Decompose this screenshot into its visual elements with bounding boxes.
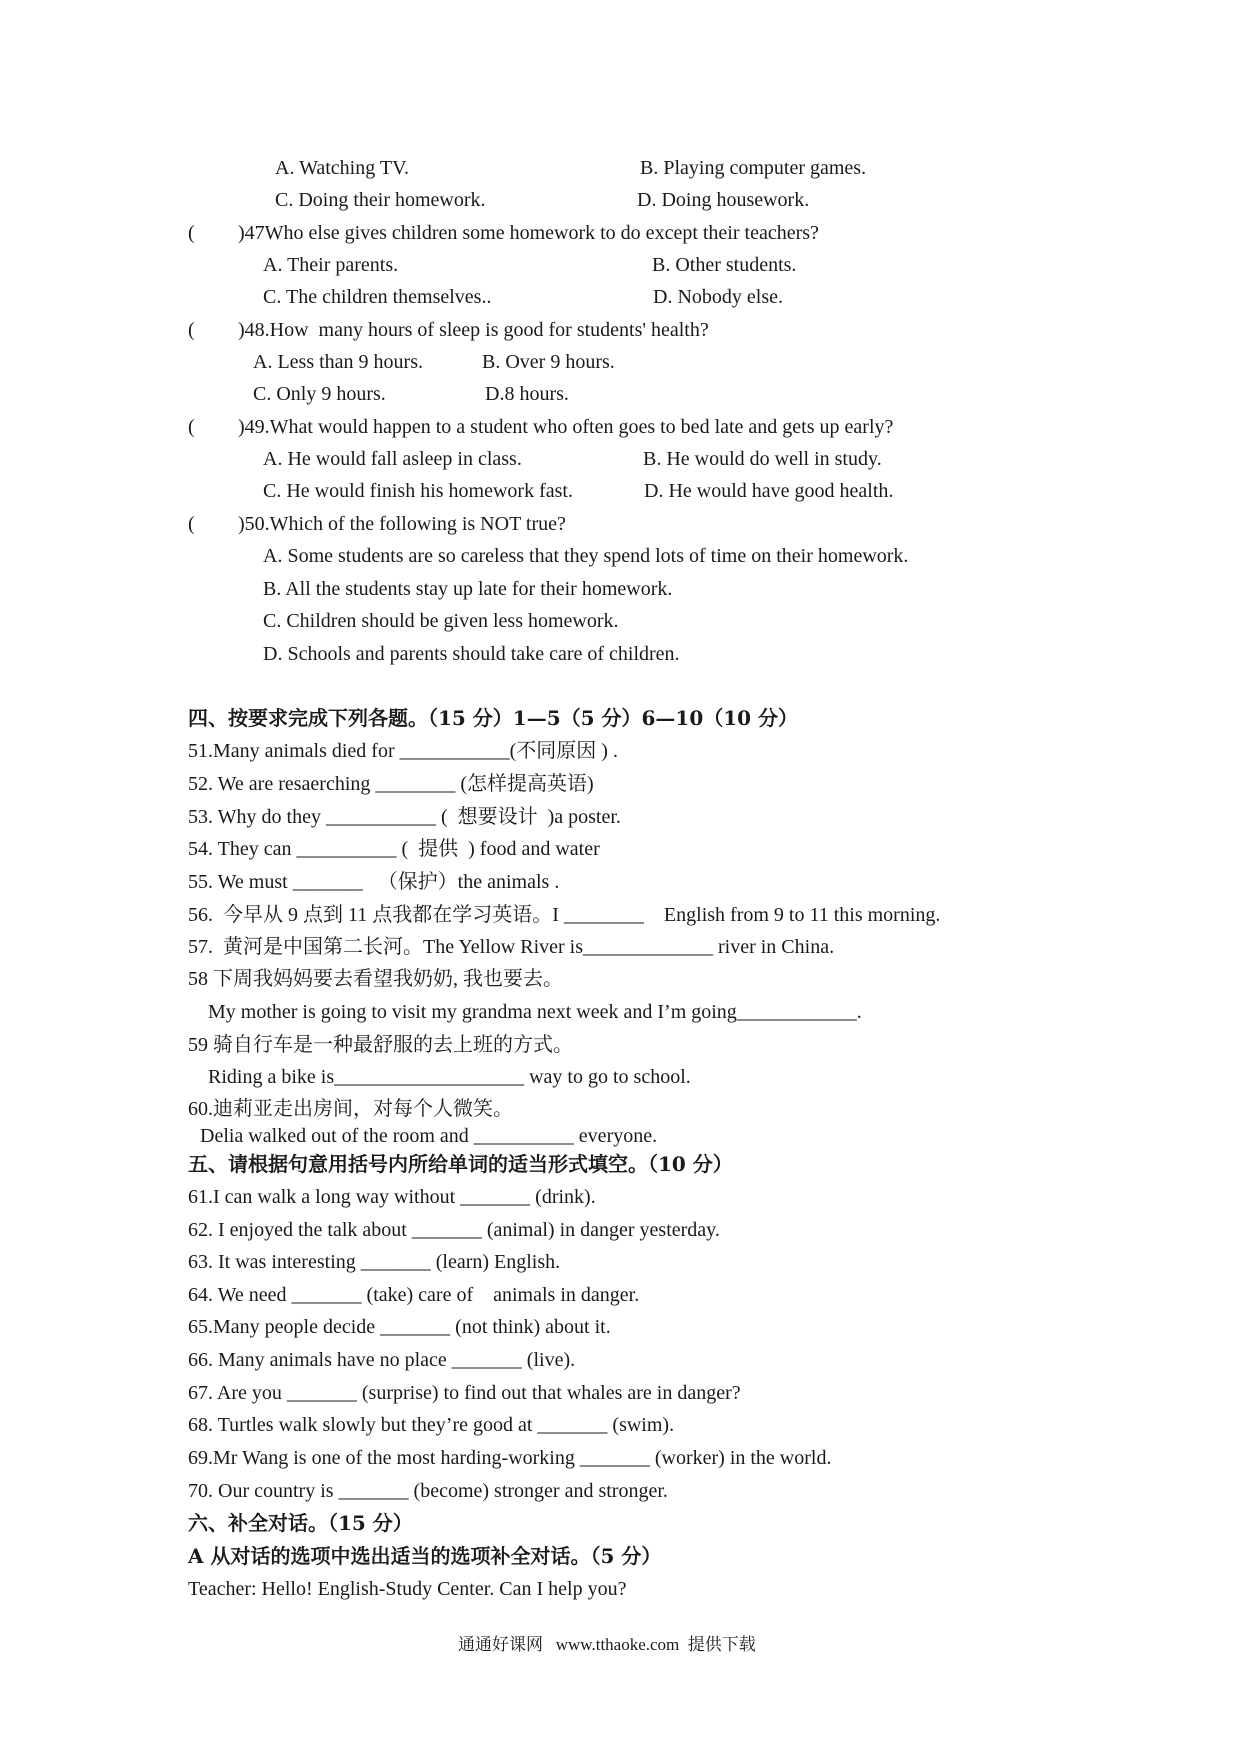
q46-option-d: D. Doing housework.	[637, 189, 810, 211]
q47-answer-paren: (	[188, 222, 195, 244]
q50-stem: )50.Which of the following is NOT true?	[238, 513, 566, 535]
q69: 69.Mr Wang is one of the most harding-working _______ (worker) in the world.	[188, 1447, 832, 1469]
section6-subheading: A 从对话的选项中选出适当的选项补全对话。（5 分）	[188, 1544, 662, 1568]
q48-option-d: D.8 hours.	[485, 383, 569, 405]
q47-option-d: D. Nobody else.	[653, 286, 783, 308]
q62: 62. I enjoyed the talk about _______ (animal) in danger yesterday.	[188, 1219, 720, 1241]
q56: 56. 今早从 9 点到 11 点我都在学习英语。I ________ English from 9 to 11 this morning.	[188, 904, 941, 926]
q48-option-b: B. Over 9 hours.	[482, 351, 615, 373]
q49-option-c: C. He would finish his homework fast.	[263, 480, 573, 502]
q46-option-c: C. Doing their homework.	[275, 189, 486, 211]
q67: 67. Are you _______ (surprise) to find out that whales are in danger?	[188, 1382, 741, 1404]
q48-option-c: C. Only 9 hours.	[253, 383, 386, 405]
q47-option-c: C. The children themselves..	[263, 286, 492, 308]
q50-option-d: D. Schools and parents should take care of children.	[263, 643, 680, 665]
q59-chinese: 59 骑自行车是一种最舒服的去上班的方式。	[188, 1034, 573, 1056]
section4-heading: 四、按要求完成下列各题。（15 分）1—5（5 分）6—10（10 分）	[188, 706, 799, 730]
q63: 63. It was interesting _______ (learn) English.	[188, 1251, 561, 1273]
q60-chinese: 60.迪莉亚走出房间，对每个人微笑。	[188, 1098, 513, 1120]
q47-stem: )47Who else gives children some homework to do except their teachers?	[238, 222, 819, 244]
q55: 55. We must _______ （保护）the animals .	[188, 871, 560, 893]
q59-english: Riding a bike is___________________ way to go to school.	[208, 1066, 691, 1088]
q52: 52. We are resaerching ________ (怎样提高英语)	[188, 773, 594, 795]
footer-source: 通通好课网 www.tthaoke.com 提供下载	[458, 1635, 756, 1654]
q64: 64. We need _______ (take) care of animals in danger.	[188, 1284, 640, 1306]
q57: 57. 黄河是中国第二长河。The Yellow River is_____________ river in China.	[188, 936, 835, 958]
q51: 51.Many animals died for ___________(不同原因 ) .	[188, 740, 618, 762]
q48-answer-paren: (	[188, 319, 195, 341]
q70: 70. Our country is _______ (become) stronger and stronger.	[188, 1480, 668, 1502]
q65: 65.Many people decide _______ (not think) about it.	[188, 1316, 611, 1338]
q49-option-b: B. He would do well in study.	[643, 448, 882, 470]
q48-option-a: A. Less than 9 hours.	[253, 351, 423, 373]
q46-option-a: A. Watching TV.	[275, 157, 409, 179]
q68: 68. Turtles walk slowly but they’re good at _______ (swim).	[188, 1414, 675, 1436]
q50-option-a: A. Some students are so careless that they spend lots of time on their homework.	[263, 545, 909, 567]
q47-option-a: A. Their parents.	[263, 254, 399, 276]
q54: 54. They can __________ ( 提供 ) food and water	[188, 838, 600, 860]
q46-option-b: B. Playing computer games.	[640, 157, 867, 179]
q66: 66. Many animals have no place _______ (live).	[188, 1349, 576, 1371]
section6-heading: 六、补全对话。（15 分）	[188, 1511, 413, 1535]
dialogue-teacher-line: Teacher: Hello! English-Study Center. Can I help you?	[188, 1578, 627, 1600]
q58-english: My mother is going to visit my grandma next week and I’m going____________.	[208, 1001, 862, 1023]
q60-english: Delia walked out of the room and __________ everyone.	[200, 1125, 658, 1147]
q50-option-c: C. Children should be given less homework.	[263, 610, 619, 632]
q53: 53. Why do they ___________ ( 想要设计 )a poster.	[188, 806, 621, 828]
q50-answer-paren: (	[188, 513, 195, 535]
q49-option-d: D. He would have good health.	[644, 480, 894, 502]
q47-option-b: B. Other students.	[652, 254, 797, 276]
q48-stem: )48.How many hours of sleep is good for students' health?	[238, 319, 709, 341]
q49-answer-paren: (	[188, 416, 195, 438]
q49-option-a: A. He would fall asleep in class.	[263, 448, 522, 470]
q61: 61.I can walk a long way without _______ (drink).	[188, 1186, 596, 1208]
q49-stem: )49.What would happen to a student who often goes to bed late and gets up early?	[238, 416, 894, 438]
section5-heading: 五、请根据句意用括号内所给单词的适当形式填空。（10 分）	[188, 1152, 733, 1176]
q58-chinese: 58 下周我妈妈要去看望我奶奶, 我也要去。	[188, 968, 563, 990]
q50-option-b: B. All the students stay up late for their homework.	[263, 578, 673, 600]
